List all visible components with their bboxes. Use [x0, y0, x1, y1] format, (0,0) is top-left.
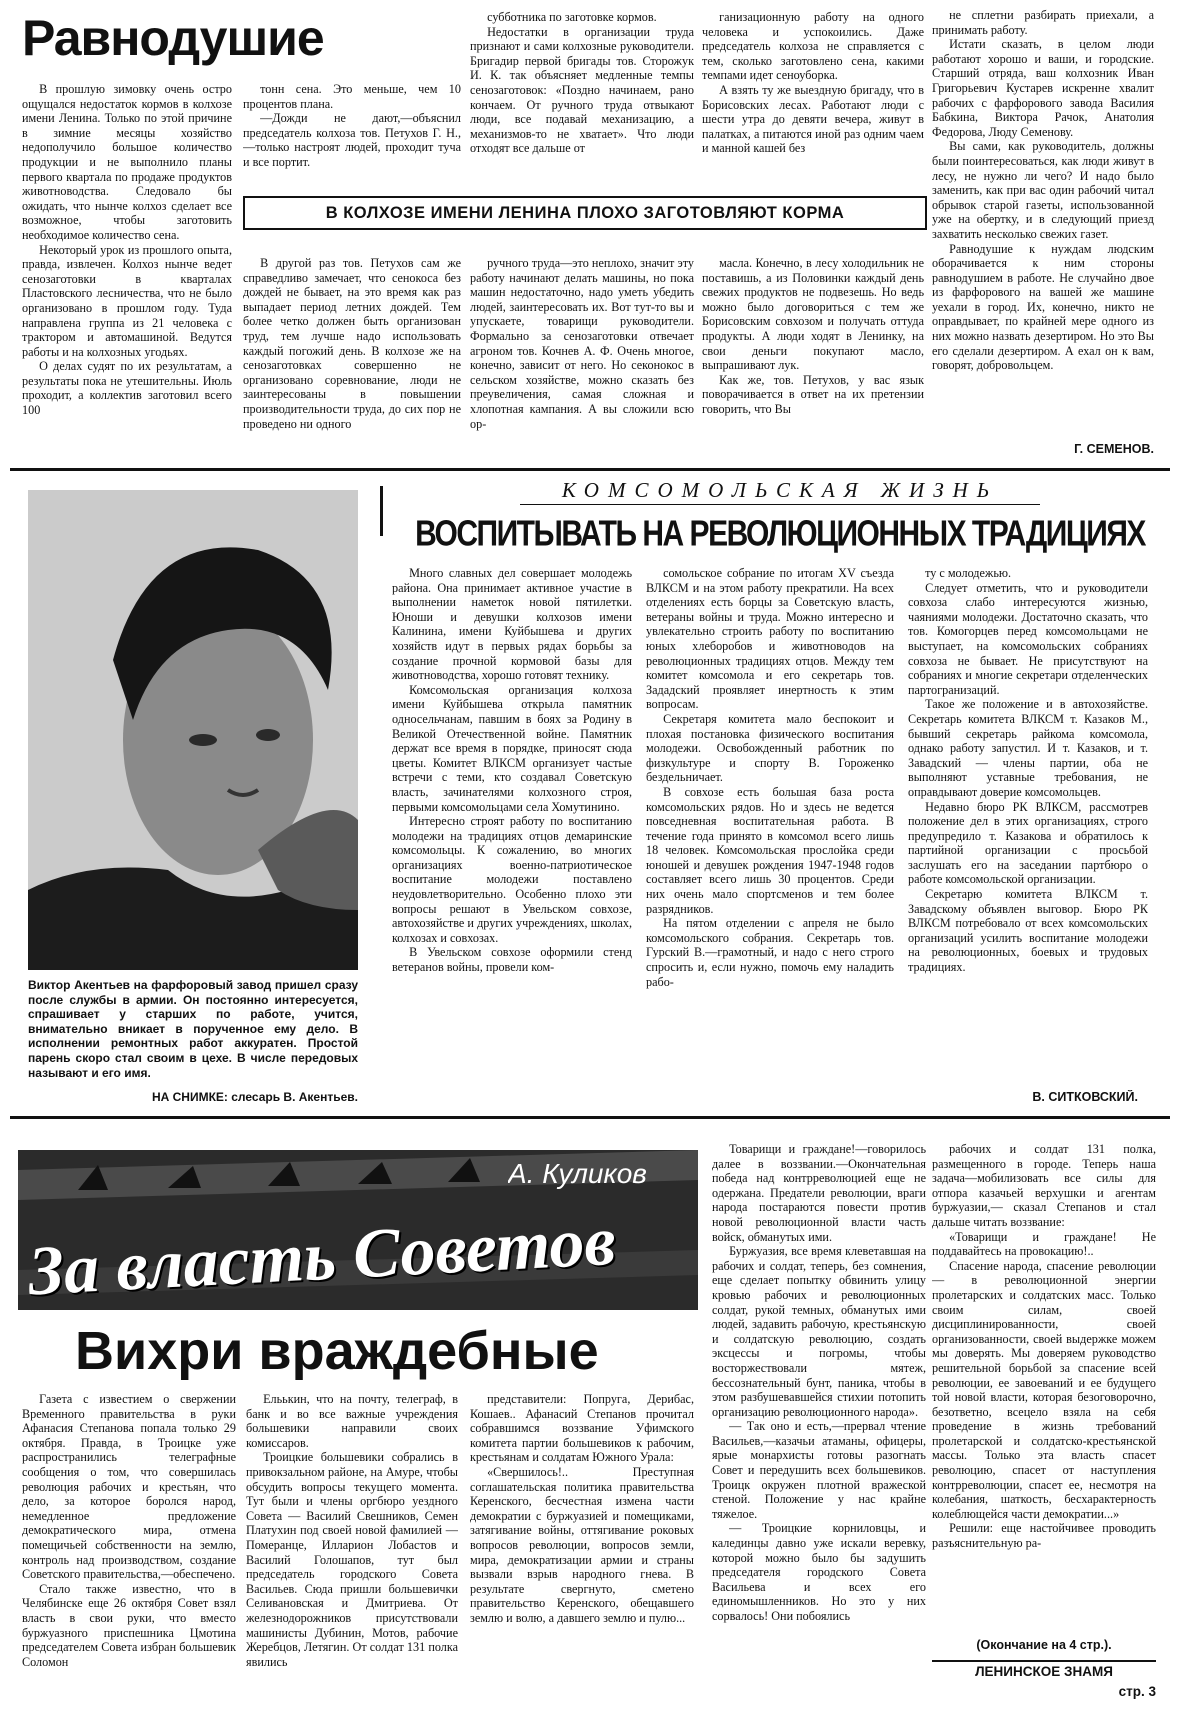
- paragraph: В другой раз тов. Петухов сам же справедливо замечает, что сенокоса без дождей не бывает, на это время как раз выпадает период летних дождей. Тем более четко должен быть организован труд, тем лучше надо использовать каждый погожий день. В колхозе же на сенозаготовках совершенно не организовано соревнование, люди не заинтересованы в повышении производительности труда, до сих пор не проведено ни одного: [243, 256, 461, 431]
- article1-col1: [22, 82, 232, 462]
- footer-paper-name: ЛЕНИНСКОЕ ЗНАМЯ: [975, 1664, 1113, 1679]
- article3-col5: [932, 1142, 1156, 1634]
- paragraph: ручного труда—это неплохо, значит эту работу начинают делать машины, но пока машин недостаточно, надо уметь убедить людей, заинтересовать их. Вот тут-то вы и упускаете, товарищи руководители. Формально за сенозаготовки отвечает агроном тов. Кочнев А. Ф. Очень многое, конечно, зависит от него. Но секонокос в сельском хозяйстве, можно сказать без преувеличения, самая сложная и хлопотная кампания. А вы сложили всю ор-: [470, 256, 694, 431]
- paragraph: В совхозе есть большая база роста комсомольских рядов. Но и здесь не ведется повседневная воспитательная работа. В течение года принято в комсомол всего лишь 18 человек. Комсомольская прослойка среди юношей и девушек рождения 1947-1948 годов составляет всего лишь 30 процентов. Среди них очень мало спортсменов и тем более разрядников.: [646, 784, 894, 916]
- paragraph: Комсомольская организация колхоза имени Куйбышева открыла памятник односельчанам, павшим в боях за Родину в Великой Отечественной войне. Памятник держат все время в порядке, приносят сюда цветы. Комитет ВЛКСМ организует частые встречи с теми, кто создавал Советскую власть, зачинателями колхозного строя, первыми комсомольцами села Хомутинино.: [392, 682, 632, 814]
- paragraph: тонн сена. Это меньше, чем 10 процентов плана.: [243, 82, 461, 111]
- article3-col1: [22, 1392, 236, 1692]
- paragraph: Спасение народа, спасение революции — в революционной энергии пролетарских и солдатских масс. Только своим силам, своей дисциплинированности, своей организованности, своей выдержке можем мы доверять. Мы доверяем руководство решительной борьбой за спасение всей революции, ее завоеваний и ее будущего той новой власти, которая безоговорочно, безответно, всецело взяла на себя проведение в жизнь требований пролетарской и солдатско-крестьянской массы. Только эта власть спасет революцию, спасет от наступления контрреволюции, спасет ее, несмотря на колебания, шаткость, бесхарактерность колеблющейся части демократии...»: [932, 1258, 1156, 1521]
- paragraph: Недавно бюро РК ВЛКСМ, рассмотрев положение дел в этих организациях, строго предупредило т. Казакова и обратилось к партийной организации с просьбой заслушать его на заседании партбюро о работе комсомольской организации.: [908, 799, 1148, 887]
- footer-rule: [932, 1660, 1156, 1662]
- article1-section-title: В КОЛХОЗЕ ИМЕНИ ЛЕНИНА ПЛОХО ЗАГОТОВЛЯЮТ КОРМА: [243, 196, 927, 230]
- article2-headline: ВОСПИТЫВАТЬ НА РЕВОЛЮЦИОННЫХ ТРАДИЦИЯХ: [415, 514, 1145, 554]
- article2-col2: [646, 566, 894, 1106]
- article1-divider: [10, 468, 1170, 471]
- paragraph: рабочих и солдат 131 полка, размещенного в городе. Теперь наша задача—мобилизовать все силы для отпора казачьей верхушки и агентам буржуазии,— сказал Степанов и стал дальше читать воззвание:: [932, 1142, 1156, 1229]
- paragraph: «Товарищи и граждане! Не поддавайтесь на провокацию!..: [932, 1229, 1156, 1259]
- article1-col5: [932, 8, 1154, 436]
- article1-col4: [702, 10, 924, 180]
- paragraph: Истати сказать, в целом люди работают хорошо и ваши, и городские. Старший отряда, ваш колхозник Иван Григорьевич Кустарев искренне хвалит рабочих с фарфорового завода Василия Бабкина, Виктора Рачок, Анатолия Федорова, Люду Семенову.: [932, 37, 1154, 139]
- portrait-image: [28, 490, 358, 970]
- paragraph: «Свершилось!.. Преступная соглашательская политика правительства Керенского, бесчестная измена части демократии с буржуазией и помещиками, затягивание войны, оттягивание роковых вопросов революции, вопросов земли, мира, демократизации армии и страны вызвали взрыв народного гнева. В результате свергнуто, сметено правительство Керенского, обещавшего землю и волю, а давшего землю и пулю...: [470, 1464, 694, 1625]
- article3-col4: [712, 1142, 926, 1694]
- paragraph: — Троицкие корниловцы, и калединцы давно уже искали веревку, которой можно было бы задушить председателя городского Совета Васильева и всех его единомышленников. Но это у них сорвалось! Они побоялись: [712, 1521, 926, 1623]
- paragraph: Газета с известием о свержении Временного правительства в руки Афанасия Степанова попала только 29 октября. Правда, в Троицке уже распространились телеграфные сообщения о том, что совершилась революция рабочих и крестьян, что дело, за которое боролся народ, немедленное предложение демократического мира, отмена помещичьей собственности на землю, контроль над производством, создание Советского правительства,—обеспечено.: [22, 1392, 236, 1582]
- paragraph: Много славных дел совершает молодежь района. Она принимает активное участие в выполнении наметок новой пятилетки. Юноши и девушки колхозов имени Калинина, имени Куйбышева и других хозяйств идут в первых рядах борьбы за создание прочной кормовой базы для животноводства, хорошо готовят технику.: [392, 566, 632, 683]
- article3-col2: [246, 1392, 458, 1692]
- paragraph: представители: Попруга, Дерибас, Кошаев.. Афанасий Степанов прочитал собравшимся воззвание Уфимского комитета партии большевиков к рабочим, крестьянам и солдатам Южного Урала:: [470, 1392, 694, 1465]
- article3-col3: [470, 1392, 694, 1692]
- paragraph: ту с молодежью.: [925, 566, 1012, 580]
- paragraph: На пятом отделении с апреля не было комсомольского собрания. Секретарь тов. Гурский В.—грамотный, и надо с него строго спросить и, если нужно, помочь ему наладить рабо-: [646, 916, 894, 989]
- banner-title: За власть Советов: [26, 1202, 618, 1310]
- article1-lower-col3: [702, 256, 924, 456]
- paragraph: Секретаря комитета мало беспокоит и плохая постановка физического воспитания молодежи. Освобожденный работник по физкультуре и спорту В. Гороженко бездельничает.: [646, 711, 894, 785]
- article3-banner: [18, 1150, 698, 1310]
- paragraph: ганизационную работу на одного человека и успокоились. Даже председатель колхоза не справляется с тем, сколько заготовлено сена, какими темпами идет сеноуборка.: [702, 10, 924, 83]
- paragraph: А взять ту же выездную бригаду, что в Борисовских лесах. Работают люди с шести утра до девяти вечера, живут в палатках, а питаются иной раз одним чаем и манной кашей без: [702, 82, 924, 156]
- paragraph: Секретарю комитета ВЛКСМ т. Завадскому объявлен выговор. Бюро РК ВЛКСМ потребовало от всех комсомольских организаций усилить воспитание молодежи на революционных, боевых и трудовых традициях.: [908, 887, 1148, 975]
- article2-vertical-rule: [380, 486, 383, 536]
- article1-lower-col2: [470, 256, 694, 456]
- article3-continued: (Окончание на 4 стр.).: [976, 1638, 1112, 1652]
- paragraph: Вы сами, как руководитель, должны были поинтересоваться, как люди живут в лесу, не нужно ли чего? И надо было заменить, как при вас один рабочий читал обрывок старой газеты, использованной уже на обертку, и в следующий приезд захватить несколько свежих газет.: [932, 139, 1154, 241]
- paragraph: О делах судят по их результатам, а результаты пока не утешительны. Июль проходит, а коллектив заготовил всего 100: [22, 359, 232, 418]
- paragraph: Некоторый урок из прошлого опыта, правда, извлечен. Колхоз нынче ведет сенозаготовки в кварталах Пластовского лесничества, что не было организовано в прошлом году. Туда направлена группа из 21 человека с трактором и автомашиной. Ведутся работы и на колхозных угодьях.: [22, 242, 232, 359]
- article2-divider: [10, 1116, 1170, 1119]
- photo-credit: НА СНИМКЕ: слесарь В. Акентьев.: [151, 1090, 358, 1104]
- paragraph: субботника по заготовке кормов.: [487, 10, 657, 24]
- paragraph: Равнодушие к нуждам людским оборачивается к ним стороны равнодушием в работе. Не случайно двое из фарфорового на вашей же машине уехали в город. Их, конечно, никто не оправдывает, по крайней мере одного из них можно назвать дезертиром. Но это Вы его сделали дезертиром. А ехал он к вам, говорят, добровольцем.: [932, 241, 1154, 373]
- paragraph: Стало также известно, что в Челябинске еще 26 октября Совет взял власть в свои руки, что вместо буржуазного приспешника Цмотина председателем Совета избран большевик Соломон: [22, 1581, 236, 1669]
- paragraph: Буржуазия, все время клеветавшая на рабочих и солдат, теперь, без сомнения, еще сделает попытку обвинить улицу кровью рабочих и революционных солдат, рукой темных, обманутых ими людей, задавить рабочую, крестьянскую и солдатскую революцию, создать эксцессы и погромы, чтобы восторжествовали мятеж, бессознательный бунт, паника, чтобы в этом разбушевавшейся стихии потопить организацию революционного народа».: [712, 1244, 926, 1419]
- paragraph: не сплетни разбирать приехали, а принимать работу.: [932, 8, 1154, 37]
- footer-page-number: стр. 3: [1118, 1684, 1156, 1699]
- paragraph: В Увельском совхозе оформили стенд ветеранов войны, провели ком-: [392, 945, 632, 975]
- banner-author: А. Куликов: [508, 1158, 647, 1189]
- paragraph: сомольское собрание по итогам XV съезда ВЛКСМ и на этом работу прекратили. На всех отделениях есть борцы за Советскую власть, ветераны войны и труда. Можно интересно и увлекательно строить работу по воспитанию юных хлеборобов и животноводов на революционных традициях отцов. Между тем комитет комсомола и его секретарь тов. Зададский проявляет инертность к этим вопросам.: [646, 566, 894, 712]
- article2-col1: [392, 566, 632, 1106]
- paragraph: В прошлую зимовку очень остро ощущался недостаток кормов в колхозе имени Ленина. Только по этой причине в зимние месяцы хозяйство недополучило большое количество продукции и не выполнило планы первого квартала по продаже продуктов животноводства. Следовало бы ожидать, что нынче колхоз сделает все возможное, чтобы заготовить необходимое количество сена.: [22, 82, 232, 242]
- paragraph: —Дожди не дают,—объяснил председатель колхоза тов. Петухов Г. Н.,—только настроят людей, проходит туча и все портит.: [243, 111, 461, 169]
- paragraph: Решили: еще настойчивее проводить разъяснительную ра-: [932, 1521, 1156, 1551]
- article2-col3: [908, 566, 1148, 1084]
- article1-signature: Г. СЕМЕНОВ.: [1074, 442, 1154, 456]
- article2-signature: В. СИТКОВСКИЙ.: [1032, 1090, 1138, 1104]
- paragraph: масла. Конечно, в лесу холодильник не поставишь, а из Половинки каждый день свежих продуктов не подвезешь. Но ведь можно было договориться с тем же Борисовским совхозом и получать оттуда продукты. А люди ходят в Ленинку, на свои деньги покупают масло, выпрашивают лук.: [702, 256, 924, 373]
- paragraph: Ельькин, что на почту, телеграф, в банк и во все важные учреждения большевики направили своих комиссаров.: [246, 1392, 458, 1450]
- article1-lower-col1: [243, 256, 461, 456]
- photo-caption: Виктор Акентьев на фарфоровый завод пришел сразу после службы в армии. Он постоянно интересуется, спрашивает у старших по работе, учится, внимательно вникает в порученное ему дело. В исполнении ремонтных работ аккуратен. Простой парень скоро стал своим в цехе. В числе передовых называют и его имя.: [28, 978, 358, 1080]
- article1-col2: [243, 82, 461, 180]
- article2-rubric: КОМСОМОЛЬСКАЯ ЖИЗНЬ: [520, 478, 1040, 505]
- paragraph: Товарищи и граждане!—говорилось далее в воззвании.—Окончательная победа над контрреволюцией еще не одержана. Предатели революции, враги народа постараются повести против новой революционной власти часть войск, обманутых ими.: [712, 1142, 926, 1244]
- paragraph: Троицкие большевики собрались в привокзальном районе, на Амуре, чтобы обсудить вопросы текущего момента. Тут были и члены оргбюро уездного Совета — Василий Свешников, Семен Платухин под своей новой фамилией — Померанце, Илларион Лобастов и Василий Голошапов, тут был председатель городского Совета Васильев. Сюда пришли большевички Селивановская и Дмитриева. От железнодорожников присутствовали машинисты Дубинин, Мотов, рабочие Жеребцов, Летягин. От солдат 131 полка явились: [246, 1450, 458, 1669]
- article1-col3: [470, 10, 694, 180]
- article1-headline: Равнодушие: [22, 10, 324, 66]
- article3-headline: Вихри враждебные: [75, 1321, 599, 1381]
- paragraph: Интересно строят работу по воспитанию молодежи на традициях отцов демаринские комсомольцы. К сожалению, во многих организациях военно-патриотическое воспитание молодежи поставлено неудовлетворительно. Особенно плохо эти вопросы решают в Увельском совхозе, автохозяйстве и других учреждениях, школах, колхозах и совхозах.: [392, 814, 632, 945]
- paragraph: Как же, тов. Петухов, у вас язык поворачивается в ответ на их претензии говорить, что Вы: [702, 372, 924, 416]
- portrait-photo: [28, 490, 358, 970]
- paragraph: Такое же положение и в автохозяйстве. Секретарь комитета ВЛКСМ т. Казаков М., бывший секретарь райкома комсомола, однако работу запустил. И т. Казаков, и т. Завадский — члены партии, оба не выполняют уставные требования, не оправдывают доверие комсомольцев.: [908, 697, 1148, 799]
- paragraph: Следует отметить, что и руководители совхоза слабо интересуются жизнью, чаяниями молодежи. Достаточно сказать, что тов. Комогорцев перед комсомольцами не выступает, на комсомольских собраниях совхоза не бывает. Не присутствуют на собраниях и многие секретари отделенческих партогранизаций.: [908, 580, 1148, 697]
- paragraph: — Так оно и есть,—прервал чтение Васильев,—казачьи атаманы, офицеры, ярые монархисты готовы разогнать Совет и передушить всех большевиков. Троицк окружен плотной вражеской стеной. Положение у нас крайне тяжелое.: [712, 1419, 926, 1521]
- paragraph: Недостатки в организации труда признают и сами колхозные руководители. Бригадир первой бригады тов. Сторожук И. К. так объясняет медленные темпы сенозаготовок: «Поздно начинаем, рано кончаем. От ручного труда отвыкают люди, все подавай механизацию, а механизмов-то не хватает». Что люди отходят все дальше от: [470, 24, 694, 156]
